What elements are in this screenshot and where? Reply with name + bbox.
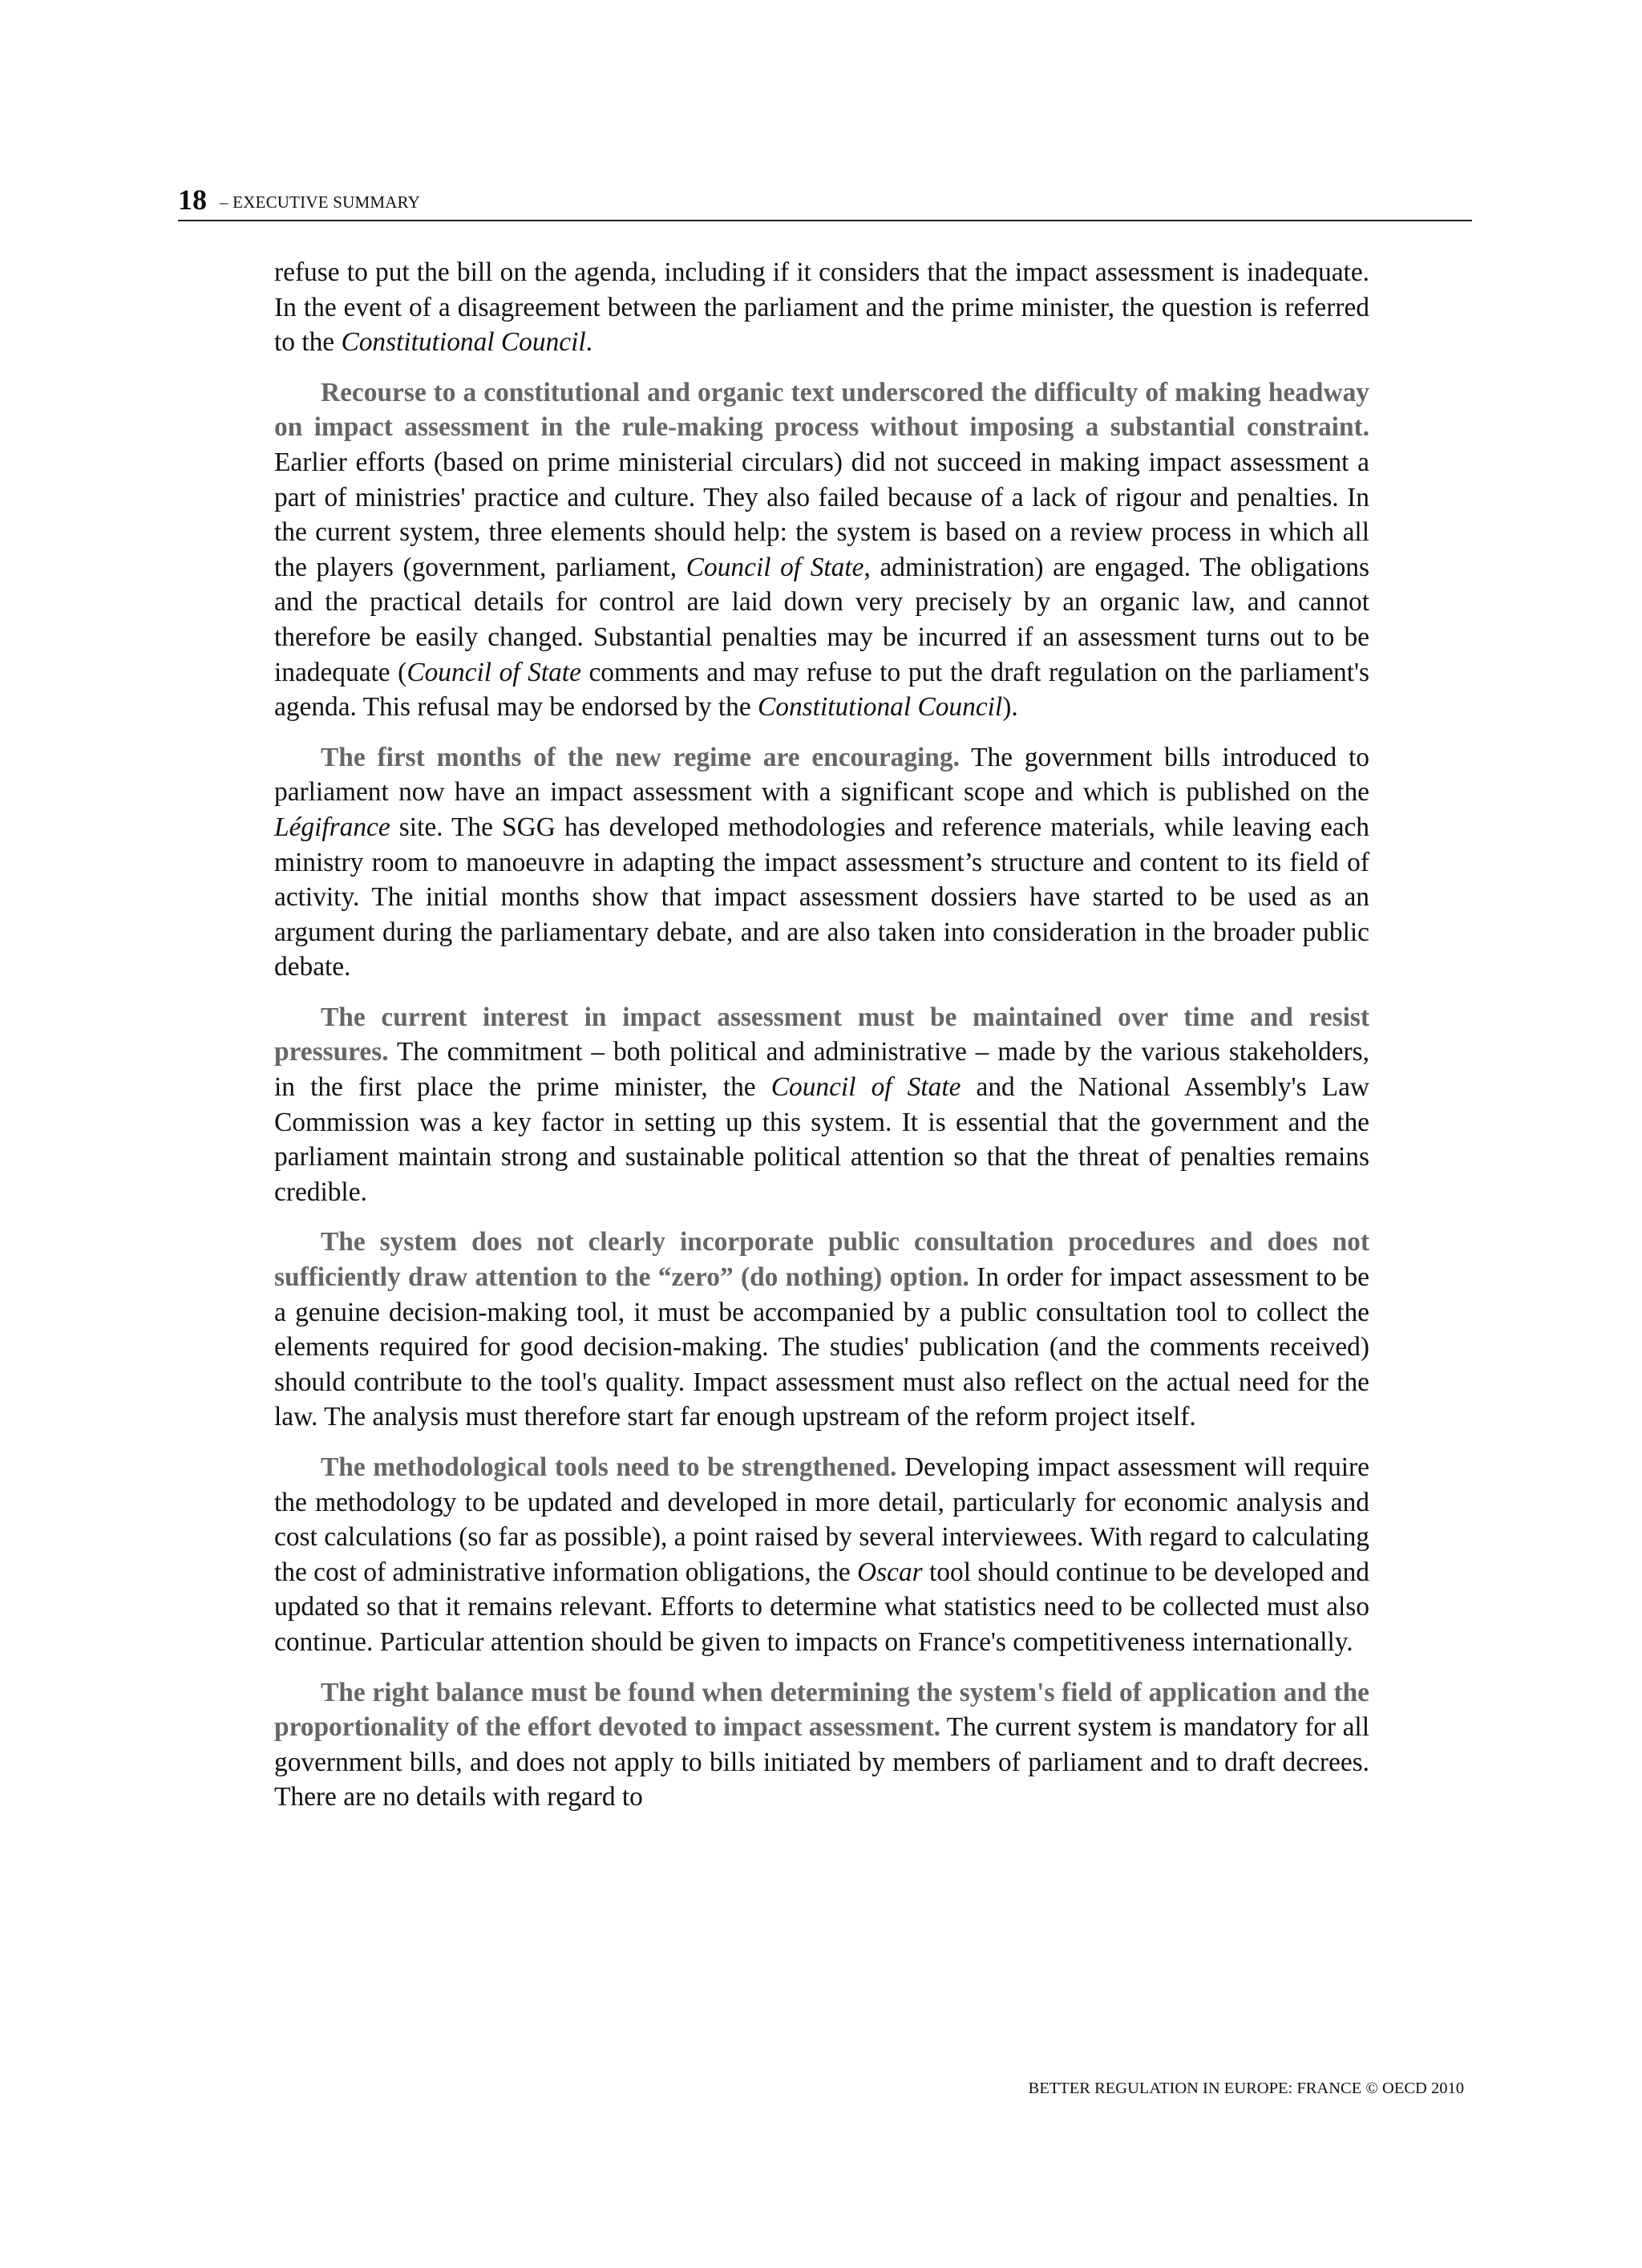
page-footer: BETTER REGULATION IN EUROPE: FRANCE © OECD 2010	[1028, 2080, 1464, 2097]
page-number: 18	[178, 184, 207, 216]
text-run: comments and may refuse to put the draft regulation on the parliament's agenda. This refusal may be endorsed by the	[274, 657, 1370, 723]
paragraph-lead: The right balance must be found when determining the system's field of application and the proportionality of the effort devoted to impact assessment.	[274, 1677, 1369, 1743]
text-run: , administration) are engaged. The obligations and the practical details for control are laid down very precisely by an organic law, and cannot therefore be easily changed. Substantial penalties may be incurred if an assessment turns out to be inadequate (	[274, 552, 1369, 687]
paragraph	[274, 255, 1369, 360]
text-run: The government bills introduced to parliament now have an impact assessment with a significant scope and which is published on the	[274, 742, 1369, 808]
text-run: and the National Assembly's Law Commission was a key factor in setting up this system. It is essential that the government and the parliament maintain strong and sustainable political attention so that the threat of penalties remains credible.	[274, 1072, 1370, 1207]
text-run: tool should continue to be developed and updated so that it remains relevant. Efforts to determine what statistics need to be collected must also continue. Particular attention should be given to impacts on France's competitiveness internationally.	[274, 1557, 1369, 1657]
paragraph-lead: The current interest in impact assessment must be maintained over time and resist pressures.	[274, 1002, 1369, 1067]
paragraph	[274, 740, 1369, 985]
italic-term: Oscar	[857, 1557, 923, 1587]
text-run: Developing impact assessment will require the methodology to be updated and developed in more detail, particularly for economic analysis and cost calculations (so far as possible), a point raised by several interviewees. With regard to calculating the cost of administrative information obligations, the	[274, 1452, 1369, 1587]
paragraph	[274, 1000, 1369, 1210]
paragraph	[274, 1675, 1369, 1815]
text-run: site. The SGG has developed methodologies and reference materials, while leaving each ministry room to manoeuvre in adapting the impact assessment’s structure and content to its field of activity. The initial months show that impact assessment dossiers have started to be used as an argument during the parliamentary debate, and are also taken into consideration in the broader public debate.	[274, 812, 1369, 982]
paragraph-lead: The system does not clearly incorporate public consultation procedures and does not sufficiently draw attention to the “zero” (do nothing) option.	[274, 1227, 1369, 1293]
italic-term: Council of State	[770, 1072, 961, 1103]
text-run: In order for impact assessment to be a genuine decision-making tool, it must be accompanied by a public consultation tool to collect the elements required for good decision-making. The studies' publication (and the comments received) should contribute to the tool's quality. Impact assessment must also reflect on the actual need for the law. The analysis must therefore start far enough upstream of the reform project itself.	[274, 1262, 1369, 1432]
italic-term: Constitutional Council	[758, 692, 1003, 723]
paragraph	[274, 375, 1369, 725]
body-text	[274, 255, 1369, 1830]
italic-term: Council of State	[406, 657, 581, 687]
paragraph-lead: Recourse to a constitutional and organic text underscored the difficulty of making headway on impact assessment in the rule-making process without imposing a substantial constraint.	[274, 377, 1369, 443]
italic-term: Council of State	[686, 552, 864, 582]
paragraph	[274, 1225, 1369, 1435]
text-run: refuse to put the bill on the agenda, including if it considers that the impact assessment is inadequate. In the event of a disagreement between the parliament and the prime minister, the question is referred to the	[274, 257, 1369, 358]
text-run: .	[585, 327, 593, 358]
paragraph	[274, 1450, 1369, 1660]
text-run: The commitment – both political and administrative – made by the various stakeholders, in the first place the prime minister, the	[274, 1037, 1369, 1103]
paragraph-lead: The methodological tools need to be strengthened.	[321, 1452, 897, 1482]
text-run: The current system is mandatory for all government bills, and does not apply to bills initiated by members of parliament and to draft decrees. There are no details with regard to	[274, 1712, 1369, 1812]
italic-term: Légifrance	[274, 812, 390, 842]
page-header	[178, 181, 1472, 221]
italic-term: Constitutional Council	[341, 327, 586, 358]
text-run: Earlier efforts (based on prime ministerial circulars) did not succeed in making impact assessment a part of ministries' practice and culture. They also failed because of a lack of rigour and penalties. In the current system, three elements should help: the system is based on a review process in which all the players (government, parliament,	[274, 447, 1369, 582]
section-title: – EXECUTIVE SUMMARY	[220, 192, 420, 212]
paragraph-lead: The first months of the new regime are encouraging.	[321, 742, 960, 772]
text-run: ).	[1002, 692, 1018, 723]
